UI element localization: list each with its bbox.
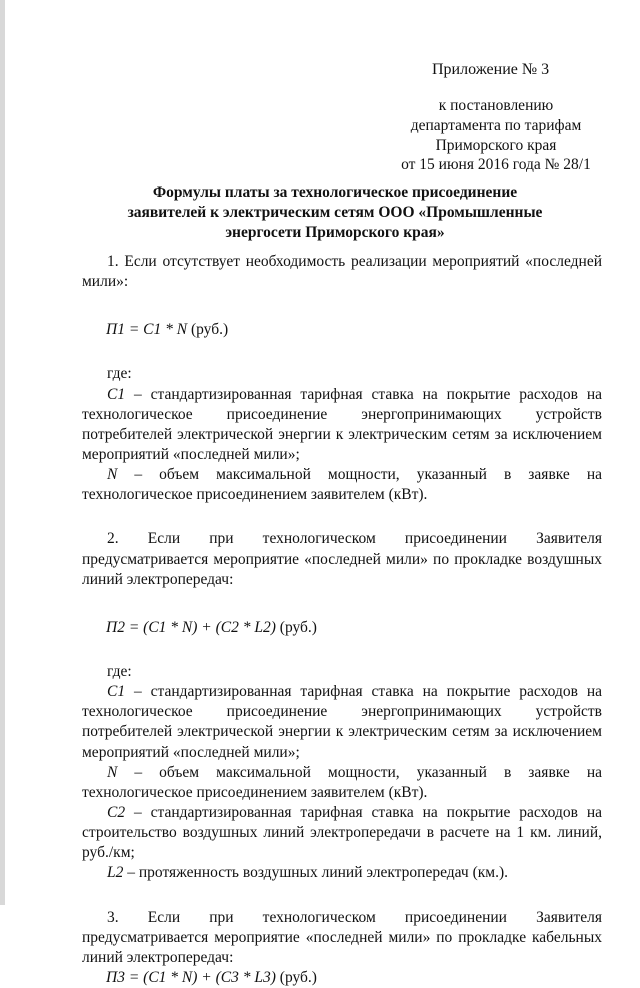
var-c1: С1	[107, 385, 126, 403]
definition-n	[82, 763, 602, 803]
title-line: заявителей к электрическим сетям ООО «Промышленные	[127, 204, 543, 222]
rub-unit: (руб.)	[279, 618, 317, 636]
where-label: где:	[107, 662, 132, 680]
var-c1: С1	[107, 683, 126, 701]
title-line: Формулы платы за технологическое присоединение	[152, 184, 518, 201]
definition-text: – стандартизированная тарифная ставка на покрытие расходов на технологическое присоединение энергопринимающих устройств потребителей электрической энергии к электрическим сетям за исключением мероприятий «последней мили»;	[82, 683, 602, 761]
definition-c1	[82, 682, 602, 763]
formula-p2-expr: П2 = (С1 * N) + (С2 * L2)	[106, 618, 276, 636]
definition-c1	[82, 385, 602, 466]
var-c2: С2	[107, 803, 126, 821]
formula-p1-expr: П1 = С1 * N	[106, 321, 188, 339]
rub-unit: (руб.)	[279, 968, 317, 986]
definition-text: – объем максимальной мощности, указанный в заявке на технологическое присоединением заявителем (кВт).	[82, 466, 602, 504]
formula-p3-expr: П3 = (С1 * N) + (С3 * L3)	[106, 968, 276, 986]
var-n: N	[107, 466, 118, 484]
definition-text: – стандартизированная тарифная ставка на покрытие расходов на технологическое присоединение энергопринимающих устройств потребителей электрической энергии к электрическим сетям за исключением мероприятий «последней мили»;	[82, 385, 602, 463]
definition-l2	[82, 863, 602, 883]
section-3-intro: 3. Если при технологическом присоединении Заявителя предусматривается мероприятие «последней мили» по прокладке кабельных линий электропередач:	[82, 908, 602, 966]
decree-line: от 15 июня 2016 года № 28/1	[401, 156, 591, 174]
document-body	[82, 252, 602, 988]
definition-n	[82, 465, 602, 505]
where-label: где:	[107, 365, 132, 383]
decree-line: Приморского края	[435, 136, 557, 154]
annex-number: Приложение № 3	[432, 61, 550, 78]
decree-line: департамента по тарифам	[410, 116, 582, 134]
formula-p2	[106, 618, 602, 638]
section-1-intro: 1. Если отсутствует необходимость реализации мероприятий «последней мили»:	[82, 253, 602, 291]
section-2-intro: 2. Если при технологическом присоединении Заявителя предусматривается мероприятие «последней мили» по прокладке воздушных линий электропередач:	[82, 530, 602, 588]
title-line: энергосети Приморского края»	[225, 224, 445, 242]
decree-reference	[390, 96, 602, 175]
formula-p1	[106, 320, 602, 340]
document-title	[100, 183, 570, 243]
scan-edge	[0, 0, 5, 905]
definition-text: – стандартизированная тарифная ставка на покрытие расходов на строительство воздушных линий электропередачи в расчете на 1 км. линий, руб./км;	[82, 803, 602, 862]
var-l2: L2	[107, 864, 124, 882]
var-n: N	[107, 763, 118, 781]
rub-unit: (руб.)	[190, 321, 229, 339]
decree-line: к постановлению	[438, 97, 554, 114]
definition-text: – объем максимальной мощности, указанный в заявке на технологическое присоединением заявителем (кВт).	[82, 763, 602, 801]
definition-c2	[82, 803, 602, 863]
definition-text: – протяженность воздушных линий электропередач (км.).	[123, 864, 508, 882]
formula-p3	[106, 968, 602, 988]
